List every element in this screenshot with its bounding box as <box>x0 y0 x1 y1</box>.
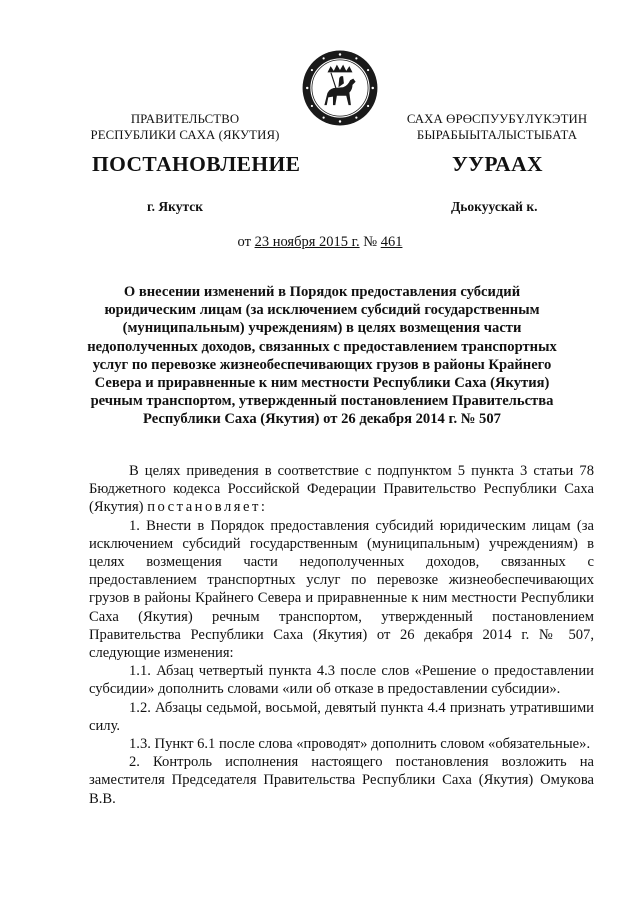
title-line: услуг по перевозке жизнеобеспечивающих грузов в районы Крайнего <box>92 356 552 373</box>
item-2: 2. Контроль исполнения настоящего постановления возложить на заместителя Председателя Правительства Республики Саха (Якутия) Омукова В.В. <box>89 754 594 807</box>
title-line: недополученных доходов, связанных с предоставлением транспортных <box>87 338 557 355</box>
title-line: Республики Саха (Якутия) от 26 декабря 2014 г. № 507 <box>143 411 501 428</box>
item-1-1: 1.1. Абзац четвертый пункта 4.3 после слов «Решение о предоставлении субсидии» дополнить словами «или об отказе в предоставлении субсидии». <box>89 663 594 698</box>
decree-date: 23 ноября 2015 г. <box>254 234 360 250</box>
number-prefix: № <box>363 234 378 250</box>
org-line: ПРАВИТЕЛЬСТВО <box>130 112 240 126</box>
org-line: САХА ӨРӨСПУУБҮЛҮКЭТИН <box>406 112 588 126</box>
title-line: юридическим лицам (за исключением субсидий государственным <box>104 302 540 319</box>
decree-body <box>89 462 594 808</box>
decree-title <box>82 283 562 429</box>
doc-type-ru: ПОСТАНОВЛЕНИЕ <box>92 152 301 176</box>
title-line: Севера и приравненные к ним местности Республики Саха (Якутия) <box>94 375 550 392</box>
date-prefix: от <box>237 234 251 250</box>
item-1-3: 1.3. Пункт 6.1 после слова «проводят» дополнить словом «обязательные». <box>129 736 591 753</box>
coat-of-arms-sakha-icon <box>301 49 379 127</box>
government-name-ru <box>60 111 310 143</box>
title-line: О внесении изменений в Порядок предоставления субсидий <box>123 284 521 300</box>
decree-number: 461 <box>380 234 403 250</box>
org-line: РЕСПУБЛИКИ САХА (ЯКУТИЯ) <box>90 128 280 142</box>
item-1: 1. Внести в Порядок предоставления субсидий юридическим лицам (за исключением субсидий государственным (муниципальным) учреждениям) в целях возмещения части недополученных доходов, связанных с предоставлением транспортных услуг по перевозке жизнеобеспечивающих грузов в районы Крайнего Севера и приравненные к ним местности Республики Саха (Якутия) речным транспортом, утвержденный постановлением Правительства Республики Саха (Якутия) от 26 декабря 2014 г. № 507, следующие изменения: <box>89 517 594 662</box>
decree-word: постановляет: <box>147 499 268 516</box>
title-line: речным транспортом, утвержденный постановлением Правительства <box>90 393 554 410</box>
intro-text: В целях приведения в соответствие с подпунктом 5 пункта 3 статьи 78 Бюджетного кодекса Российской Федерации Правительство Республики Саха (Якутия) <box>89 463 594 516</box>
org-line: БЫРАБЫЫТАЛЫСТЫБАТА <box>416 128 578 142</box>
city-ru: г. Якутск <box>147 199 204 214</box>
city-sakha: Дьокуускай к. <box>451 199 538 214</box>
government-name-sakha <box>372 111 622 143</box>
intro-paragraph <box>89 462 594 517</box>
doc-type-sakha: УУРААХ <box>452 152 543 176</box>
item-1-2: 1.2. Абзацы седьмой, восьмой, девятый пункта 4.4 признать утратившими силу. <box>89 699 594 734</box>
title-line: (муниципальным) учреждениям) в целях возмещения части <box>122 320 522 337</box>
date-number-line <box>0 234 640 251</box>
